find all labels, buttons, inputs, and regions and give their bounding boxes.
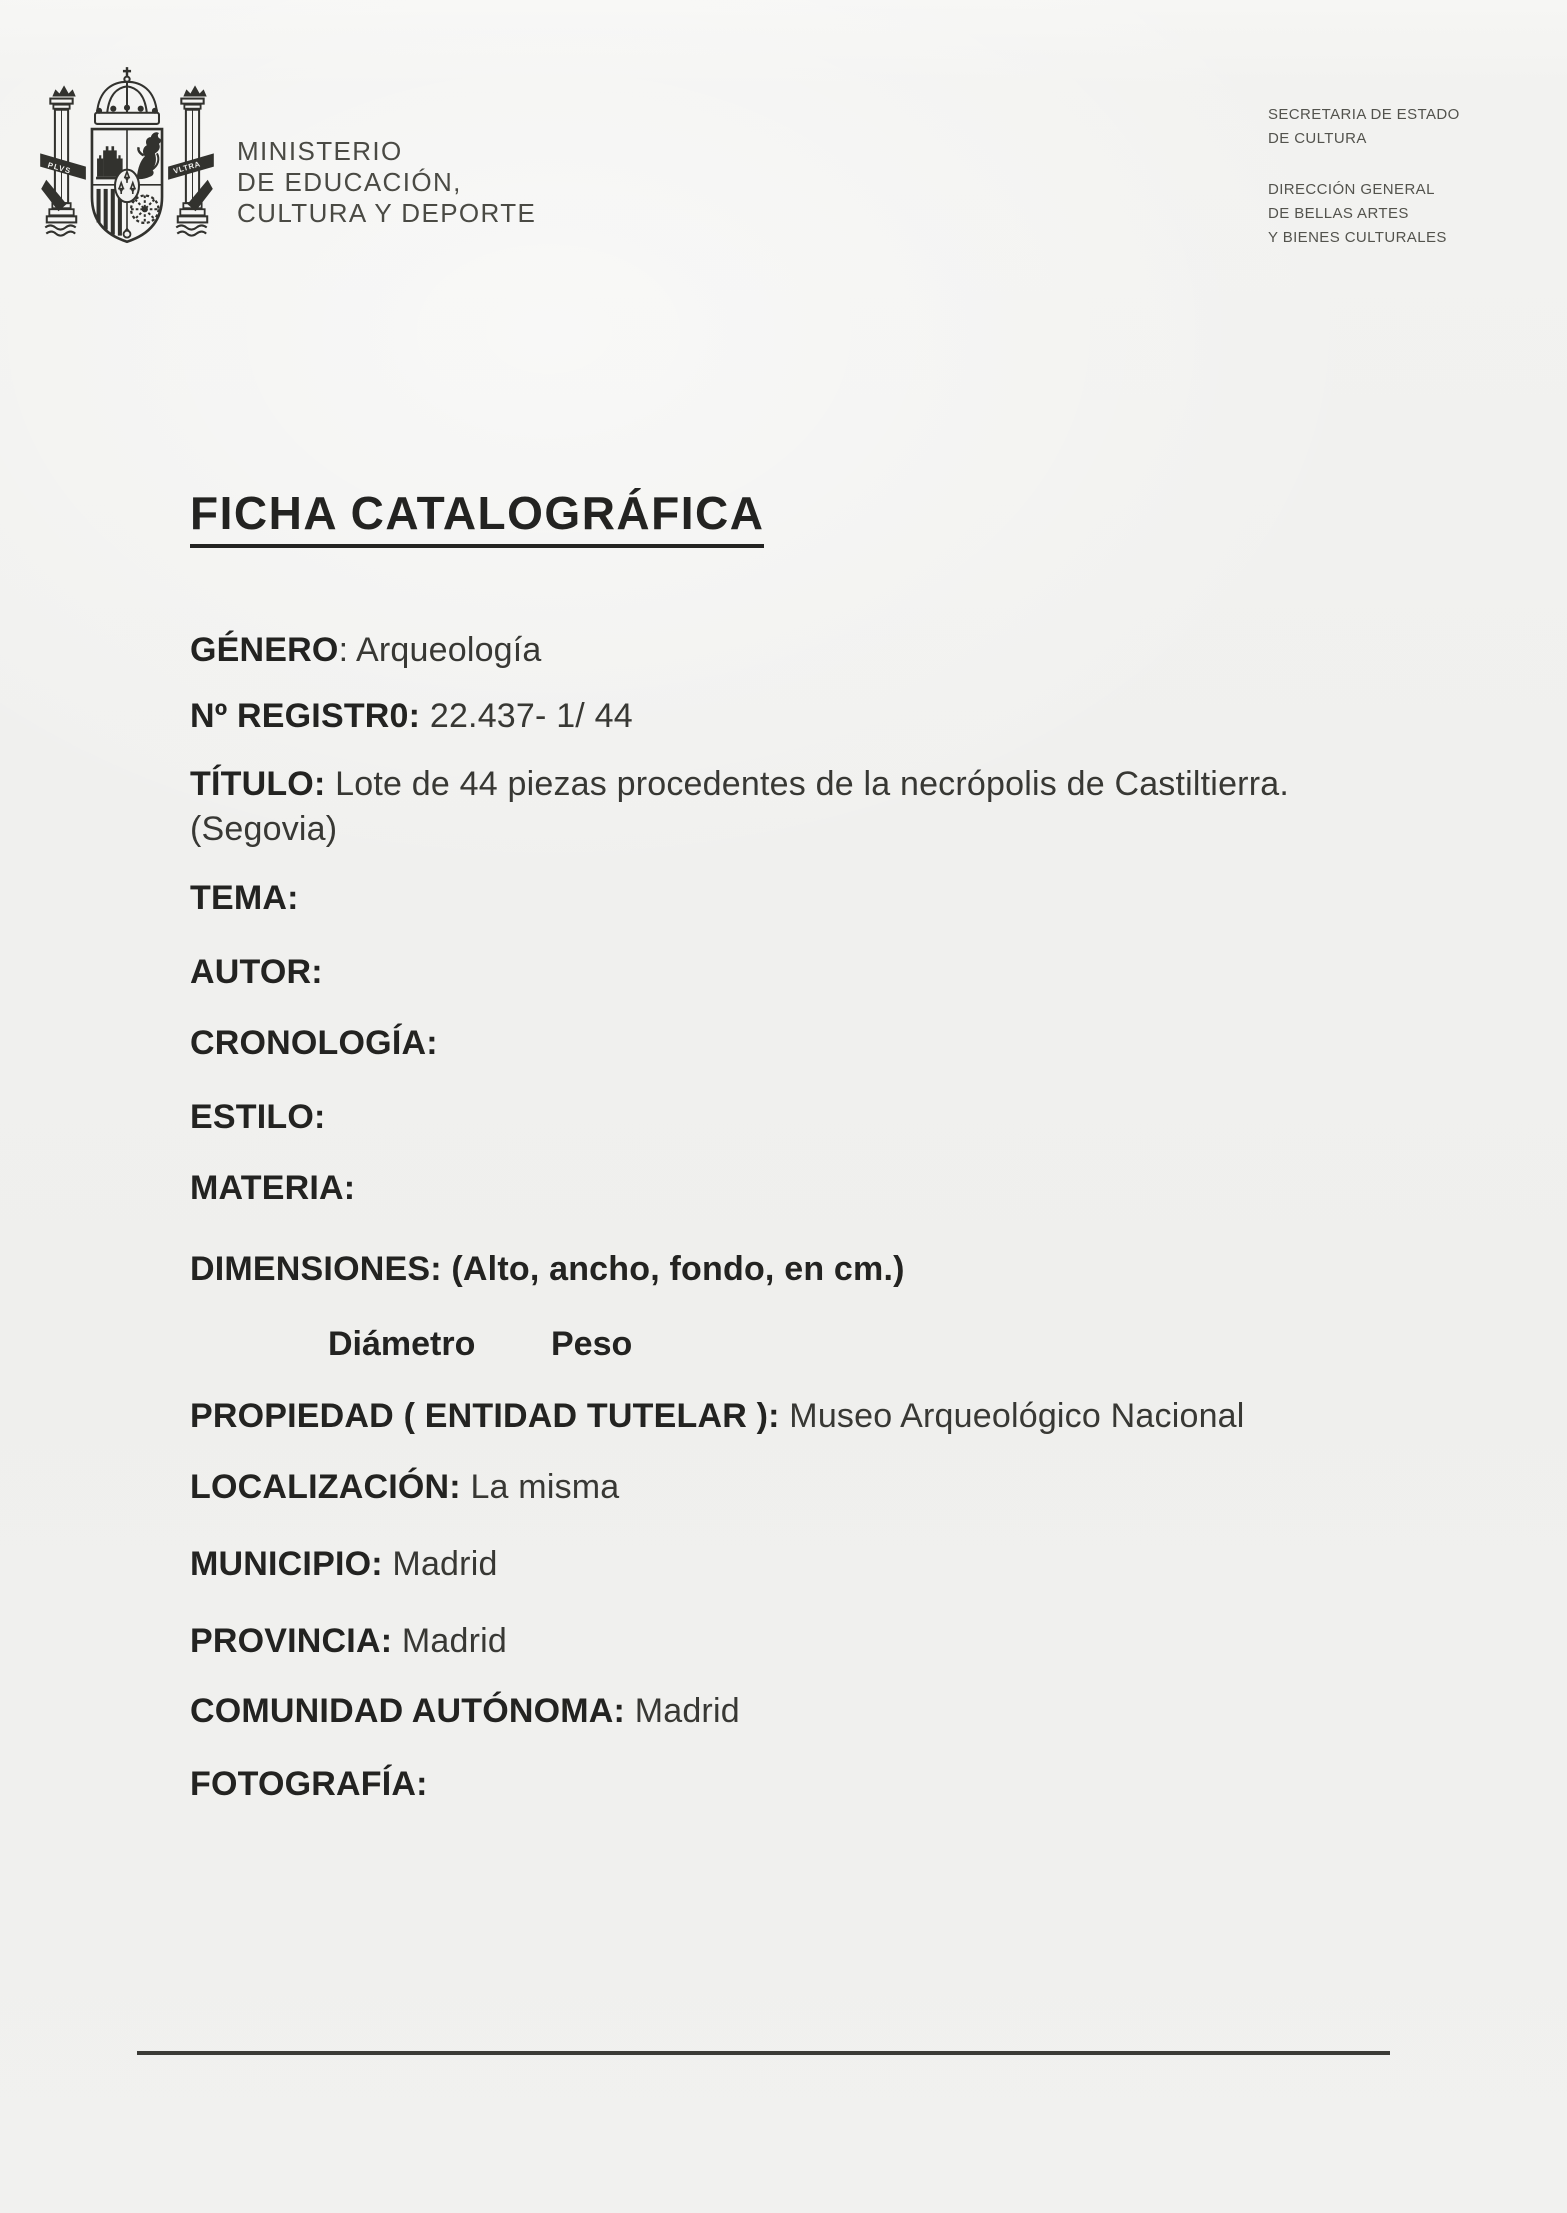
directorate-block bbox=[1268, 178, 1447, 250]
coat-of-arms-spain-icon bbox=[38, 62, 216, 260]
motto-ribbon-left bbox=[40, 153, 86, 211]
secretariat-block bbox=[1268, 103, 1460, 151]
navarre-quarter bbox=[131, 196, 158, 223]
ministry-line-2: DE EDUCACIÓN, bbox=[237, 167, 462, 197]
field-fotografia-label: FOTOGRAFÍA: bbox=[190, 1765, 428, 1803]
field-cronologia-label: CRONOLOGÍA: bbox=[190, 1024, 438, 1062]
directorate-line-1: DIRECCIÓN GENERAL bbox=[1268, 181, 1435, 198]
lion-quarter bbox=[137, 132, 161, 179]
field-localizacion-value: La misma bbox=[460, 1468, 620, 1506]
field-provincia-value: Madrid bbox=[392, 1622, 508, 1660]
field-fotografia bbox=[190, 1762, 428, 1807]
granada-icon bbox=[124, 229, 131, 238]
field-estilo bbox=[190, 1095, 326, 1140]
field-titulo-label: TÍTULO: bbox=[190, 765, 326, 803]
motto-right-text: VLTRA bbox=[172, 159, 202, 176]
field-provincia bbox=[190, 1619, 507, 1664]
motto-ribbon-right bbox=[168, 153, 214, 211]
field-titulo-line2 bbox=[190, 807, 337, 852]
field-comunidad-label: COMUNIDAD AUTÓNOMA: bbox=[190, 1692, 626, 1730]
field-propiedad bbox=[190, 1394, 1245, 1439]
field-localizacion-label: LOCALIZACIÓN: bbox=[190, 1468, 461, 1506]
field-titulo-value-line2: (Segovia) bbox=[190, 810, 338, 848]
document-title: FICHA CATALOGRÁFICA bbox=[190, 486, 764, 548]
ministry-line-1: MINISTERIO bbox=[237, 136, 403, 166]
field-tema-label: TEMA: bbox=[190, 879, 299, 917]
field-propiedad-value: Museo Arqueológico Nacional bbox=[779, 1397, 1245, 1435]
secretariat-line-1: SECRETARIA DE ESTADO bbox=[1268, 106, 1460, 123]
field-titulo bbox=[190, 762, 1289, 807]
field-estilo-label: ESTILO: bbox=[190, 1098, 326, 1136]
motto-left-text: PLVS bbox=[46, 160, 73, 176]
field-provincia-label: PROVINCIA: bbox=[190, 1622, 393, 1660]
field-materia-label: MATERIA: bbox=[190, 1169, 356, 1207]
column-header-diametro: Diámetro bbox=[328, 1325, 476, 1363]
directorate-line-2: DE BELLAS ARTES bbox=[1268, 205, 1409, 222]
field-municipio bbox=[190, 1542, 498, 1587]
column-header-peso: Peso bbox=[551, 1325, 633, 1363]
footer-rule bbox=[137, 2051, 1390, 2055]
field-dimensiones bbox=[190, 1247, 905, 1292]
field-tema bbox=[190, 876, 299, 921]
field-registro-label: Nº REGISTR0: bbox=[190, 697, 421, 735]
field-comunidad-value: Madrid bbox=[625, 1692, 740, 1730]
ministry-line-3: CULTURA Y DEPORTE bbox=[237, 198, 537, 228]
field-registro bbox=[190, 694, 633, 739]
field-autor bbox=[190, 950, 323, 995]
field-comunidad bbox=[190, 1689, 740, 1734]
field-dimensiones-label: DIMENSIONES: (Alto, ancho, fondo, en cm.) bbox=[190, 1250, 905, 1288]
shield-icon bbox=[92, 129, 162, 242]
ministry-wordmark bbox=[237, 136, 536, 229]
directorate-line-3: Y BIENES CULTURALES bbox=[1268, 229, 1447, 246]
field-registro-value: 22.437- 1/ 44 bbox=[420, 697, 633, 735]
field-localizacion bbox=[190, 1465, 619, 1510]
bourbon-oval bbox=[115, 170, 139, 202]
field-genero bbox=[190, 628, 542, 673]
field-genero-label: GÉNERO bbox=[190, 631, 339, 669]
field-municipio-label: MUNICIPIO: bbox=[190, 1545, 383, 1583]
field-genero-value: : Arqueología bbox=[338, 631, 542, 669]
field-propiedad-label: PROPIEDAD ( ENTIDAD TUTELAR ): bbox=[190, 1397, 780, 1435]
field-materia bbox=[190, 1166, 355, 1211]
crown-icon bbox=[95, 67, 159, 124]
secretariat-line-2: DE CULTURA bbox=[1268, 130, 1367, 147]
field-autor-label: AUTOR: bbox=[190, 953, 323, 991]
field-municipio-value: Madrid bbox=[382, 1545, 498, 1583]
field-cronologia bbox=[190, 1021, 438, 1066]
field-titulo-value: Lote de 44 piezas procedentes de la necrópolis de Castiltierra. bbox=[325, 765, 1289, 803]
